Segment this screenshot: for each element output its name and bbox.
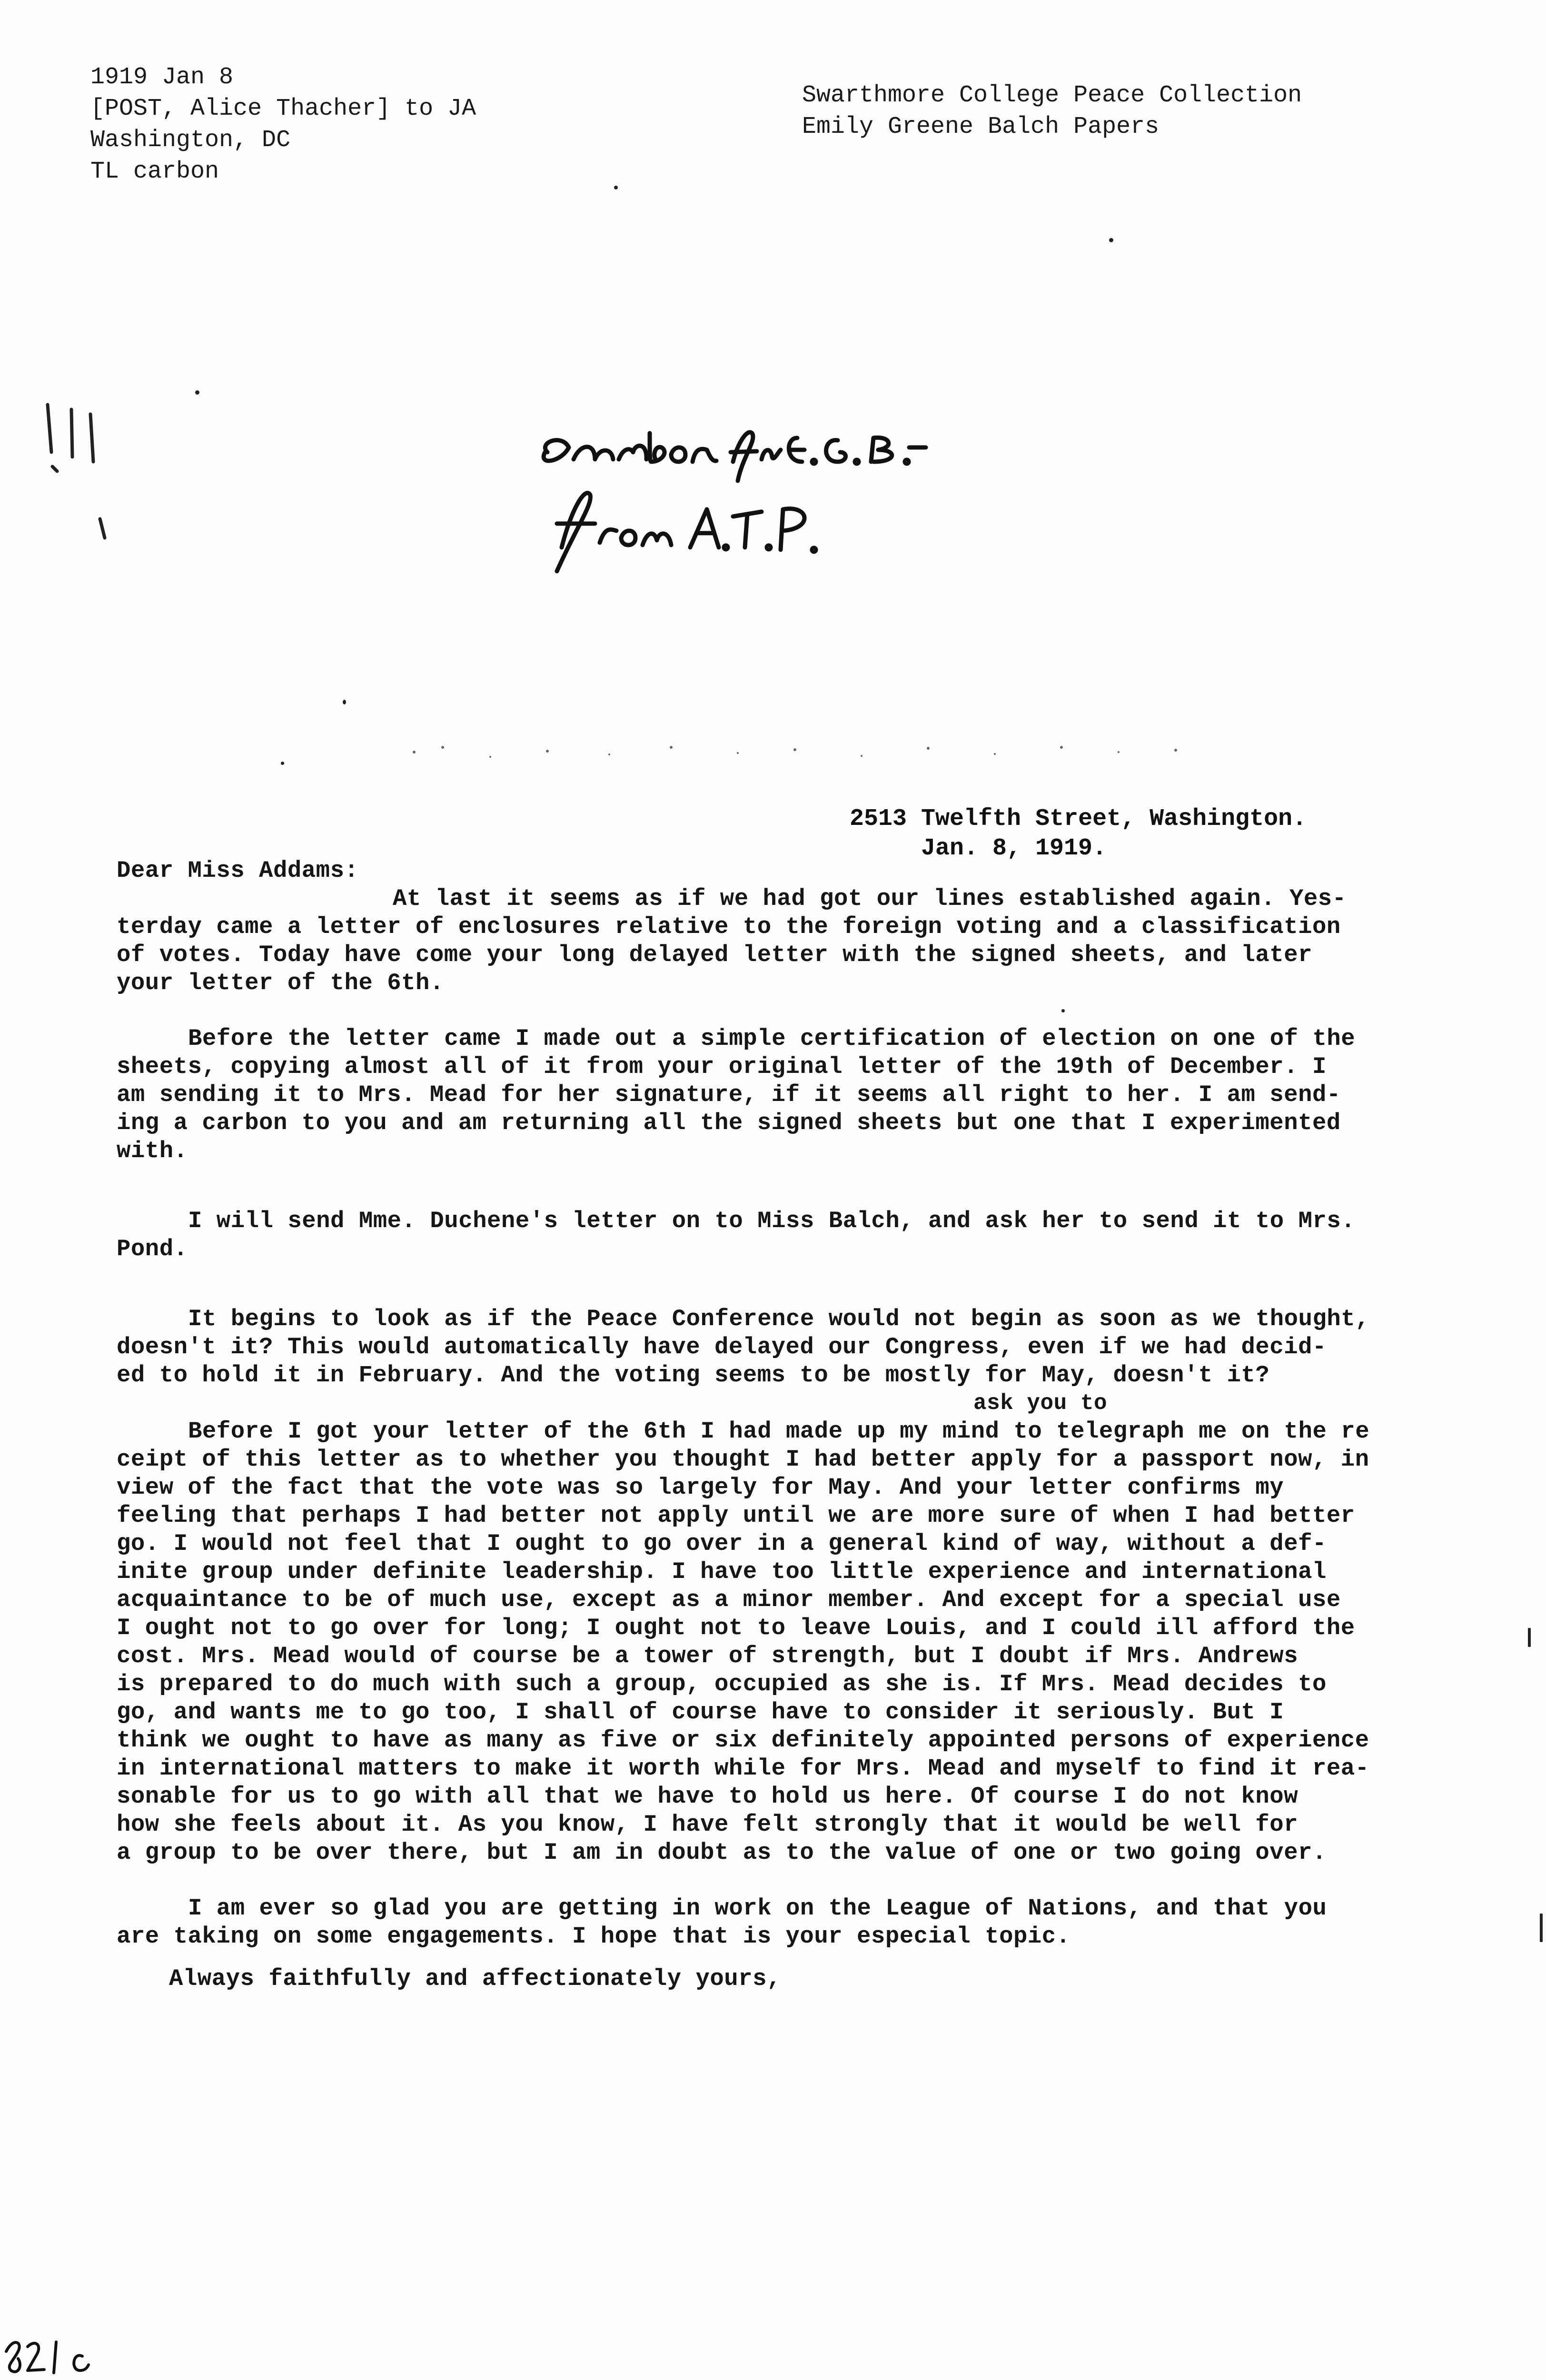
paragraph-line: think we ought to have as many as five or six definitely appointed persons of experience (117, 1727, 1369, 1754)
paragraph-3 (117, 1207, 1445, 1263)
collection-name: Swarthmore College Peace Collection (802, 82, 1302, 109)
handwritten-annotation (528, 414, 1004, 585)
paragraph-4 (117, 1305, 1445, 1389)
paragraph-line: I will send Mme. Duchene's letter on to Miss Balch, and ask her to send it to Mrs. (188, 1208, 1356, 1234)
collection-header (802, 80, 1302, 143)
paragraph-6 (117, 1894, 1445, 1951)
interlinear-insertion: ask you to (973, 1391, 1108, 1416)
sender-address: 2513 Twelfth Street, Washington. (850, 805, 1307, 833)
scan-speck (343, 700, 346, 704)
corner-handwritten-note (4, 2323, 99, 2380)
paragraph-line: with. (117, 1138, 188, 1164)
scan-speck (281, 762, 284, 765)
paragraph-line: I am ever so glad you are getting in work on the League of Nations, and that you (188, 1895, 1327, 1922)
archive-date: 1919 Jan 8 (90, 64, 234, 91)
paragraph-line: view of the fact that the vote was so largely for May. And your letter confirms my (117, 1474, 1284, 1501)
letter-date: Jan. 8, 1919. (921, 835, 1107, 862)
paragraph-line: of votes. Today have come your long delayed letter with the signed sheets, and later (117, 942, 1313, 968)
paragraph-line: is prepared to do much with such a group, occupied as she is. If Mrs. Mead decides to (117, 1671, 1327, 1697)
paragraph-line: go, and wants me to go too, I shall of course have to consider it seriously. But I (117, 1699, 1284, 1726)
archive-correspondents: [POST, Alice Thacher] to JA (90, 95, 476, 122)
archive-place: Washington, DC (90, 127, 291, 154)
paragraph-line: sheets, copying almost all of it from your original letter of the 19th of December. I (117, 1053, 1327, 1080)
archive-format: TL carbon (90, 158, 219, 185)
paragraph-1 (117, 885, 1445, 997)
paragraph-line: ed to hold it in February. And the voting seems to be mostly for May, doesn't it? (117, 1362, 1270, 1388)
scan-speck (1528, 1628, 1531, 1647)
scan-speck (1109, 238, 1113, 242)
margin-marks (38, 400, 114, 552)
scan-speck (195, 390, 199, 395)
paragraph-line: ing a carbon to you and am returning all the signed sheets but one that I experimented (117, 1110, 1341, 1136)
paragraph-line: a group to be over there, but I am in doubt as to the value of one or two going over. (117, 1839, 1327, 1866)
paragraph-line: feeling that perhaps I had better not apply until we are more sure of when I had better (117, 1502, 1355, 1529)
paragraph-line: I ought not to go over for long; I ought not to leave Louis, and I could ill afford the (117, 1615, 1355, 1641)
paragraph-line: acquaintance to be of much use, except as a minor member. And except for a special use (117, 1587, 1341, 1613)
salutation: Dear Miss Addams: (117, 857, 359, 884)
paragraph-line: am sending it to Mrs. Mead for her signature, if it seems all right to her. I am send- (117, 1081, 1341, 1108)
handwriting-image (528, 414, 1004, 585)
paragraph-line: inite group under definite leadership. I have too little experience and international (117, 1558, 1327, 1585)
paragraph-line: your letter of the 6th. (117, 970, 444, 996)
paragraph-line: At last it seems as if we had got our lines established again. Yes- (393, 885, 1347, 912)
sender-address-block (850, 804, 1307, 863)
paragraph-line: cost. Mrs. Mead would of course be a tower of strength, but I doubt if Mrs. Andrews (117, 1643, 1298, 1669)
scan-speck (614, 186, 618, 189)
paragraph-line: sonable for us to go with all that we have to hold us here. Of course I do not know (117, 1783, 1298, 1810)
paragraph-line: are taking on some engagements. I hope that is your especial topic. (117, 1923, 1070, 1950)
paragraph-line: Pond. (117, 1236, 188, 1262)
paragraph-line: Before the letter came I made out a simple certification of election on one of the (188, 1025, 1356, 1052)
faded-typing-trace (405, 733, 1214, 776)
paragraph-line: doesn't it? This would automatically have delayed our Congress, even if we had decid- (117, 1334, 1327, 1360)
paragraph-line: go. I would not feel that I ought to go over in a general kind of way, without a def- (117, 1530, 1327, 1557)
paragraph-2 (117, 1025, 1445, 1165)
scan-speck (1540, 1914, 1543, 1942)
paragraph-line: how she feels about it. As you know, I have felt strongly that it would be well for (117, 1811, 1298, 1838)
paragraph-line: ceipt of this letter as to whether you thought I had better apply for a passport now, in (117, 1446, 1369, 1473)
paragraph-5 (117, 1389, 1445, 1867)
paragraph-line: in international matters to make it worth while for Mrs. Mead and myself to find it rea- (117, 1755, 1369, 1782)
collection-papers: Emily Greene Balch Papers (802, 113, 1160, 140)
archive-header (90, 62, 476, 188)
closing: Always faithfully and affectionately yours, (169, 1965, 781, 1992)
letter-body (117, 857, 1445, 1993)
scan-speck (1061, 1009, 1065, 1012)
paragraph-line: terday came a letter of enclosures relative to the foreign voting and a classification (117, 913, 1341, 940)
paragraph-line: Before I got your letter of the 6th I had made up my mind to telegraph me on the re (188, 1418, 1370, 1445)
paragraph-line: It begins to look as if the Peace Conference would not begin as soon as we thought, (188, 1306, 1370, 1332)
